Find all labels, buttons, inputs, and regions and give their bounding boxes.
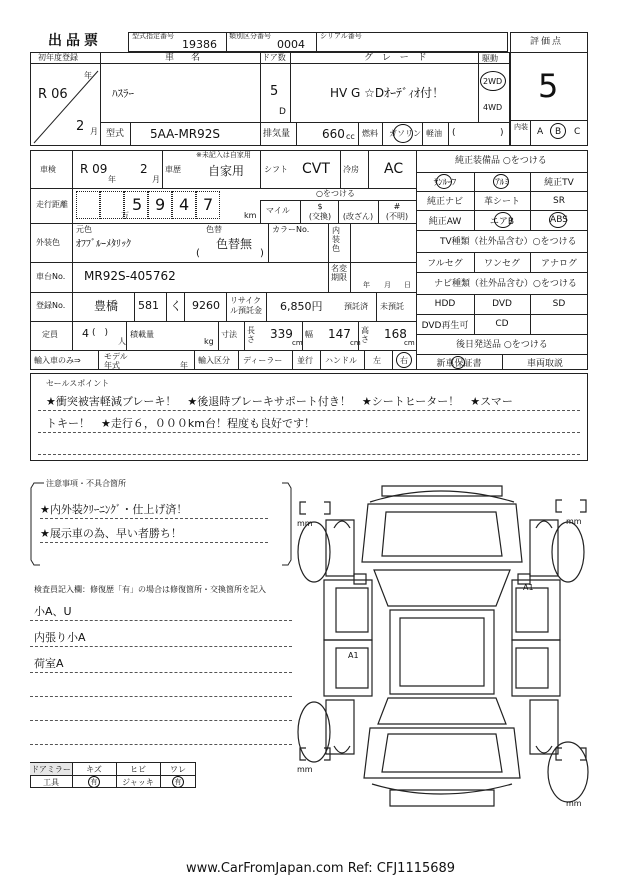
fuel-diesel: 軽油 (426, 129, 442, 138)
size-label: 寸法 (221, 330, 237, 339)
tools-h-mirror: ドアミラー (31, 764, 71, 774)
later-manual: 車両取説 (526, 358, 563, 369)
model-year-suffix: 年 (180, 361, 188, 370)
later-warranty: 新車保証書 (436, 358, 482, 369)
drive-label: 駆動 (482, 54, 498, 63)
tools-tool-label: 工具 (43, 777, 59, 787)
handle-label: ハンドル (325, 356, 357, 365)
notes-bracket (30, 479, 292, 566)
model-year-label: モデル年式 (104, 352, 128, 370)
mileage-mile: マイル (266, 206, 290, 215)
chassis-no: MR92S-405762 (84, 269, 176, 283)
first-reg-label: 初年度登録 (38, 53, 78, 62)
navi-cd: CD (495, 319, 509, 329)
seat-paren: ( ) (92, 328, 109, 338)
equip-airbag-circle (494, 212, 512, 228)
first-reg-month: 2 (76, 119, 85, 134)
drive-4wd: 4WD (483, 103, 503, 112)
class-no: 0004 (277, 38, 305, 51)
equip-airbag: エアB (489, 216, 515, 227)
not-deposited: 未預託 (380, 302, 404, 311)
mileage-circle-note: ○をつける (316, 189, 355, 198)
import-parallel: 並行 (297, 356, 313, 365)
later-warranty-circle (451, 356, 465, 369)
mm-rear-right: mm (566, 799, 582, 808)
type-value: 5AA-MR92S (150, 127, 221, 141)
reg-kana: く (170, 299, 183, 313)
notes-line-1: ★内外装ｸﾘｰﾆﾝｸﾞ・仕上げ済！ (40, 503, 188, 516)
seat-label: 定員 (42, 330, 58, 339)
mileage-tamper: (改ざん) (342, 212, 374, 221)
inspector-line-2: 内張り小A (34, 631, 86, 644)
serial-label: シリアル番号 (320, 32, 362, 40)
tools-tool-circle (88, 776, 100, 788)
class-no-label: 類別区分番号 (229, 32, 271, 40)
fuel-label: 燃料 (362, 129, 378, 138)
use-value: 自家用 (208, 164, 245, 178)
len-label: 長さ (247, 326, 255, 344)
color-label: 外装色 (36, 238, 60, 247)
mileage-km: km (244, 211, 257, 220)
use-label: 車歴 (165, 165, 181, 174)
reg-class: 581 (138, 299, 159, 312)
displacement-label: 排気量 (263, 129, 291, 139)
score-label: 評価点 (530, 37, 564, 47)
vehicle-name: ﾊｽﾗｰ (112, 87, 134, 100)
equip-abs: ABS (550, 215, 568, 225)
inspect-month: 2 (140, 162, 148, 176)
equip-navi: 純正ナビ (426, 197, 463, 207)
navi-title: ナビ種類（社外品含む）○をつける (434, 279, 577, 289)
interior-color-label: 内装色 (332, 226, 340, 253)
door-count: 5 (270, 84, 279, 99)
mm-front-right: mm (566, 517, 582, 526)
interior-label: 内装 (514, 123, 528, 131)
equip-alloy-circle (493, 174, 509, 189)
change-day: 日 (404, 281, 411, 289)
inspect-value: R 09 (80, 162, 108, 176)
len-value: 339 (270, 327, 293, 341)
later-title: 後日発送品 ○をつける (456, 340, 548, 350)
tv-title: TV種類（社外品含む）○をつける (440, 237, 577, 247)
color-no-label: カラーNo. (272, 225, 310, 234)
handle-right: 右 (400, 356, 408, 365)
interior-c: C (574, 127, 581, 137)
equip-sunroof: ｻﾝﾙｰﾌ (433, 178, 457, 188)
seat-value: 4 (82, 327, 89, 340)
tools-jack-value: 有 (174, 778, 182, 786)
change-month: 月 (384, 281, 391, 289)
inspector-line-1: 小A、U (34, 605, 72, 618)
orig-color: ｵﾌﾌﾞﾙｰﾒﾀﾘｯｸ (76, 239, 131, 250)
inspect-label: 車検 (40, 165, 56, 174)
drive-2wd-circle (480, 71, 506, 91)
tools-jack-label: ジャッキ (122, 777, 154, 787)
name-change-label: 名変期限 (331, 264, 347, 282)
month-suffix: 月 (90, 127, 98, 136)
equip-abs-circle (549, 212, 567, 228)
equip-alloy: ｱﾙﾐ (495, 178, 509, 188)
shift-label: シフト (264, 165, 288, 174)
recycle-status: 預託済 (344, 302, 368, 311)
recycle-amount: 6,850円 (280, 300, 323, 313)
dealer-label: 輸入区分 (198, 356, 230, 365)
mm-rear-left: mm (297, 765, 313, 774)
inspector-title: 検査員記入欄：修復歴「有」の場合は修復箇所・交換箇所を記入 (34, 585, 266, 594)
orig-color-label: 元色 (76, 225, 92, 234)
recycle-label: リサイクル預託金 (230, 296, 262, 315)
equip-tv: 純正TV (544, 178, 574, 188)
door-type: D (279, 107, 286, 117)
navi-dvd-play: DVD再生可 (421, 320, 469, 331)
door-label: ドア数 (262, 53, 286, 62)
mileage-man: 万 (121, 211, 129, 220)
handle-left: 左 (373, 356, 381, 365)
damage-mark-left: A1 (348, 651, 359, 660)
navi-dvd: DVD (492, 299, 512, 309)
equip-aw: 純正AW (428, 216, 462, 227)
shift-value: CVT (302, 161, 330, 177)
interior-a: A (537, 127, 544, 137)
cc-unit: cc (346, 132, 355, 141)
use-note: ※未記入は自家用 (196, 151, 251, 159)
wid-cm: cm (350, 339, 361, 347)
name-label: 車 名 (165, 53, 205, 63)
paint-label: 色替 (206, 225, 222, 234)
navi-sd: SD (552, 299, 566, 309)
score-value: 5 (538, 67, 559, 105)
paint-paren-open: ( (196, 248, 200, 259)
mm-front-left: mm (297, 519, 313, 528)
tools-h-scratch: キズ (86, 764, 102, 774)
paren-open: ( (452, 128, 456, 138)
reg-city: 豊橋 (94, 299, 119, 313)
wid-label: 幅 (305, 330, 313, 339)
mileage-digit-3: 5 (132, 195, 143, 214)
tv-full: フルセグ (427, 258, 463, 269)
handle-right-circle (396, 352, 412, 368)
sales-line-2: トキー！ ★走行６，０００km台！程度も良好です！ (46, 417, 315, 430)
notes-title: 注意事項・不具合箇所 (46, 479, 126, 488)
tools-jack-circle (172, 776, 184, 788)
mileage-label: 走行距離 (36, 200, 68, 209)
car-damage-diagram (290, 472, 590, 822)
tools-h-break: ワレ (170, 764, 186, 774)
reg-label: 登録No. (36, 301, 66, 310)
import-dealer: ディーラー (243, 356, 283, 365)
fuel-gas: ガソリン (389, 129, 421, 138)
hei-cm: cm (404, 339, 415, 347)
interior-b: B (555, 127, 562, 137)
equip-sunroof-circle (436, 174, 452, 189)
paint-value: 色替無 (216, 237, 253, 251)
page-title: 出品票 (48, 33, 102, 49)
sales-line-1: ★衝突被害軽減ブレーキ！ ★後退時ブレーキサポート付き！ ★シートヒーター！ ★スマー (46, 395, 513, 408)
import-label: 輸入車のみ⇒ (34, 356, 81, 365)
paint-paren-close: ) (260, 248, 264, 259)
change-year: 年 (363, 281, 370, 289)
grade-label: グ レ ー ド (364, 53, 430, 63)
type-label: 型式 (106, 129, 125, 139)
displacement: 660 (322, 127, 345, 141)
inspector-line-3: 荷室A (34, 657, 64, 670)
wid-value: 147 (328, 327, 351, 341)
notes-line-2: ★展示車の為、早い者勝ち！ (40, 527, 182, 540)
load-label: 積載量 (130, 330, 154, 339)
model-no-label: 型式指定番号 (132, 32, 174, 40)
mileage-digits (76, 191, 220, 219)
sales-title: セールスポイント (46, 379, 110, 388)
load-unit: kg (204, 337, 214, 346)
seat-unit: 人 (118, 337, 126, 346)
interior-b-circle (550, 123, 566, 139)
len-cm: cm (292, 339, 303, 347)
tools-tool-value: 有 (90, 778, 98, 786)
grade: HV G ☆Dｵｰﾃﾞｨｵ付！ (330, 86, 445, 100)
mileage-exchange: $ (交換) (308, 202, 332, 221)
tv-one: ワンセグ (483, 258, 520, 269)
inspect-month-suffix: 月 (152, 175, 160, 184)
ac-label: 冷房 (343, 165, 359, 174)
tv-analog: アナログ (540, 258, 577, 269)
mileage-digit-4: 9 (155, 195, 166, 214)
mileage-digit-6: 7 (203, 195, 214, 214)
navi-hdd: HDD (434, 299, 456, 309)
reg-number: 9260 (192, 299, 220, 312)
footer-watermark: www.CarFromJapan.com Ref: CFJ1115689 (186, 861, 456, 876)
model-no: 19386 (182, 38, 217, 51)
chassis-label: 車台No. (36, 272, 66, 281)
damage-mark-right: A1 (523, 583, 534, 592)
drive-2wd: 2WD (483, 77, 503, 86)
hei-value: 168 (384, 327, 407, 341)
equip-leather: 革シート (483, 197, 520, 207)
year-suffix: 年 (84, 71, 92, 80)
equip-title: 純正装備品 ○をつける (455, 156, 547, 166)
hei-label: 高さ (361, 326, 369, 344)
ac-value: AC (384, 161, 404, 177)
mileage-digit-5: 4 (179, 195, 190, 214)
paren-close: ) (500, 128, 504, 138)
first-reg-era: R 06 (38, 87, 68, 102)
equip-sr: SR (553, 195, 565, 206)
fuel-gas-circle (393, 124, 413, 143)
tools-h-crack: ヒビ (130, 764, 146, 774)
inspect-year-suffix: 年 (108, 175, 116, 184)
mileage-unknown: # (不明) (385, 202, 409, 221)
